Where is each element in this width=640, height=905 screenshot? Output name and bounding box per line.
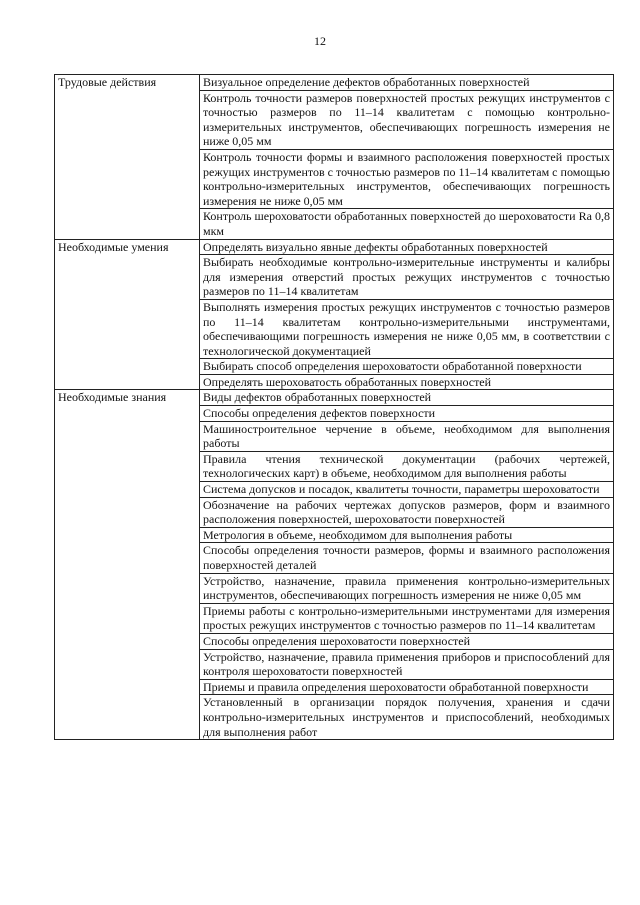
requirement-item: Способы определения шероховатости поверхностей: [200, 633, 614, 649]
requirement-item: Способы определения дефектов поверхности: [200, 406, 614, 422]
page-number: 12: [314, 34, 326, 48]
section-label: Трудовые действия: [55, 75, 200, 240]
requirement-item: Метрология в объеме, необходимом для выполнения работы: [200, 527, 614, 543]
requirement-item: Выбирать способ определения шероховатости обработанной поверхности: [200, 359, 614, 375]
requirement-item: Визуальное определение дефектов обработанных поверхностей: [200, 75, 614, 91]
section-label: Необходимые знания: [55, 390, 200, 740]
requirement-item: Правила чтения технической документации (рабочих чертежей, технологических карт) в объеме, необходимом для выполнения работы: [200, 451, 614, 481]
requirement-item: Устройство, назначение, правила применения контрольно-измерительных инструментов, обеспечивающих погрешность измерения не ниже 0,05 мм: [200, 573, 614, 603]
table-row: [55, 239, 614, 255]
requirement-item: Устройство, назначение, правила применения приборов и приспособлений для контроля шероховатости поверхностей: [200, 649, 614, 679]
requirement-item: Обозначение на рабочих чертежах допусков размеров, форм и взаимного расположения поверхностей, шероховатости поверхностей: [200, 497, 614, 527]
requirement-item: Контроль шероховатости обработанных поверхностей до шероховатости Ra 0,8 мкм: [200, 209, 614, 239]
requirement-item: Контроль точности формы и взаимного расположения поверхностей простых режущих инструментов с точностью размеров по 11–14 квалитетам с помощью контрольно-измерительных инструментов, обеспечивающих погрешность измерения не ниже 0,05 мм: [200, 149, 614, 208]
requirements-table: [54, 74, 614, 740]
requirement-item: Определять визуально явные дефекты обработанных поверхностей: [200, 239, 614, 255]
requirement-item: Приемы работы с контрольно-измерительными инструментами для измерения простых режущих инструментов с точностью размеров по 11–14 квалитетам: [200, 603, 614, 633]
table-row: [55, 390, 614, 406]
requirement-item: Установленный в организации порядок получения, хранения и сдачи контрольно-измерительных инструментов и приспособлений, необходимых для выполнения работ: [200, 695, 614, 740]
table-row: [55, 75, 614, 91]
requirement-item: Выбирать необходимые контрольно-измерительные инструменты и калибры для измерения отверстий простых режущих инструментов с точностью размеров по 11–14 квалитетам: [200, 255, 614, 300]
requirement-item: Контроль точности размеров поверхностей простых режущих инструментов с точностью размеров по 11–14 квалитетам с помощью контрольно-измерительных инструментов, обеспечивающих погрешность измерения не ниже 0,05 мм: [200, 90, 614, 149]
requirement-item: Способы определения точности размеров, формы и взаимного расположения поверхностей деталей: [200, 543, 614, 573]
requirement-item: Выполнять измерения простых режущих инструментов с точностью размеров по 11–14 квалитетам контрольно-измерительными инструментами, обеспечивающими погрешность измерения не ниже 0,05 мм, в соответствии с технологической документацией: [200, 299, 614, 358]
requirement-item: Машиностроительное черчение в объеме, необходимом для выполнения работы: [200, 421, 614, 451]
requirement-item: Виды дефектов обработанных поверхностей: [200, 390, 614, 406]
requirement-item: Система допусков и посадок, квалитеты точности, параметры шероховатости: [200, 482, 614, 498]
requirement-item: Приемы и правила определения шероховатости обработанной поверхности: [200, 679, 614, 695]
requirement-item: Определять шероховатость обработанных поверхностей: [200, 374, 614, 390]
section-label: Необходимые умения: [55, 239, 200, 390]
requirements-table-body: [55, 75, 614, 740]
